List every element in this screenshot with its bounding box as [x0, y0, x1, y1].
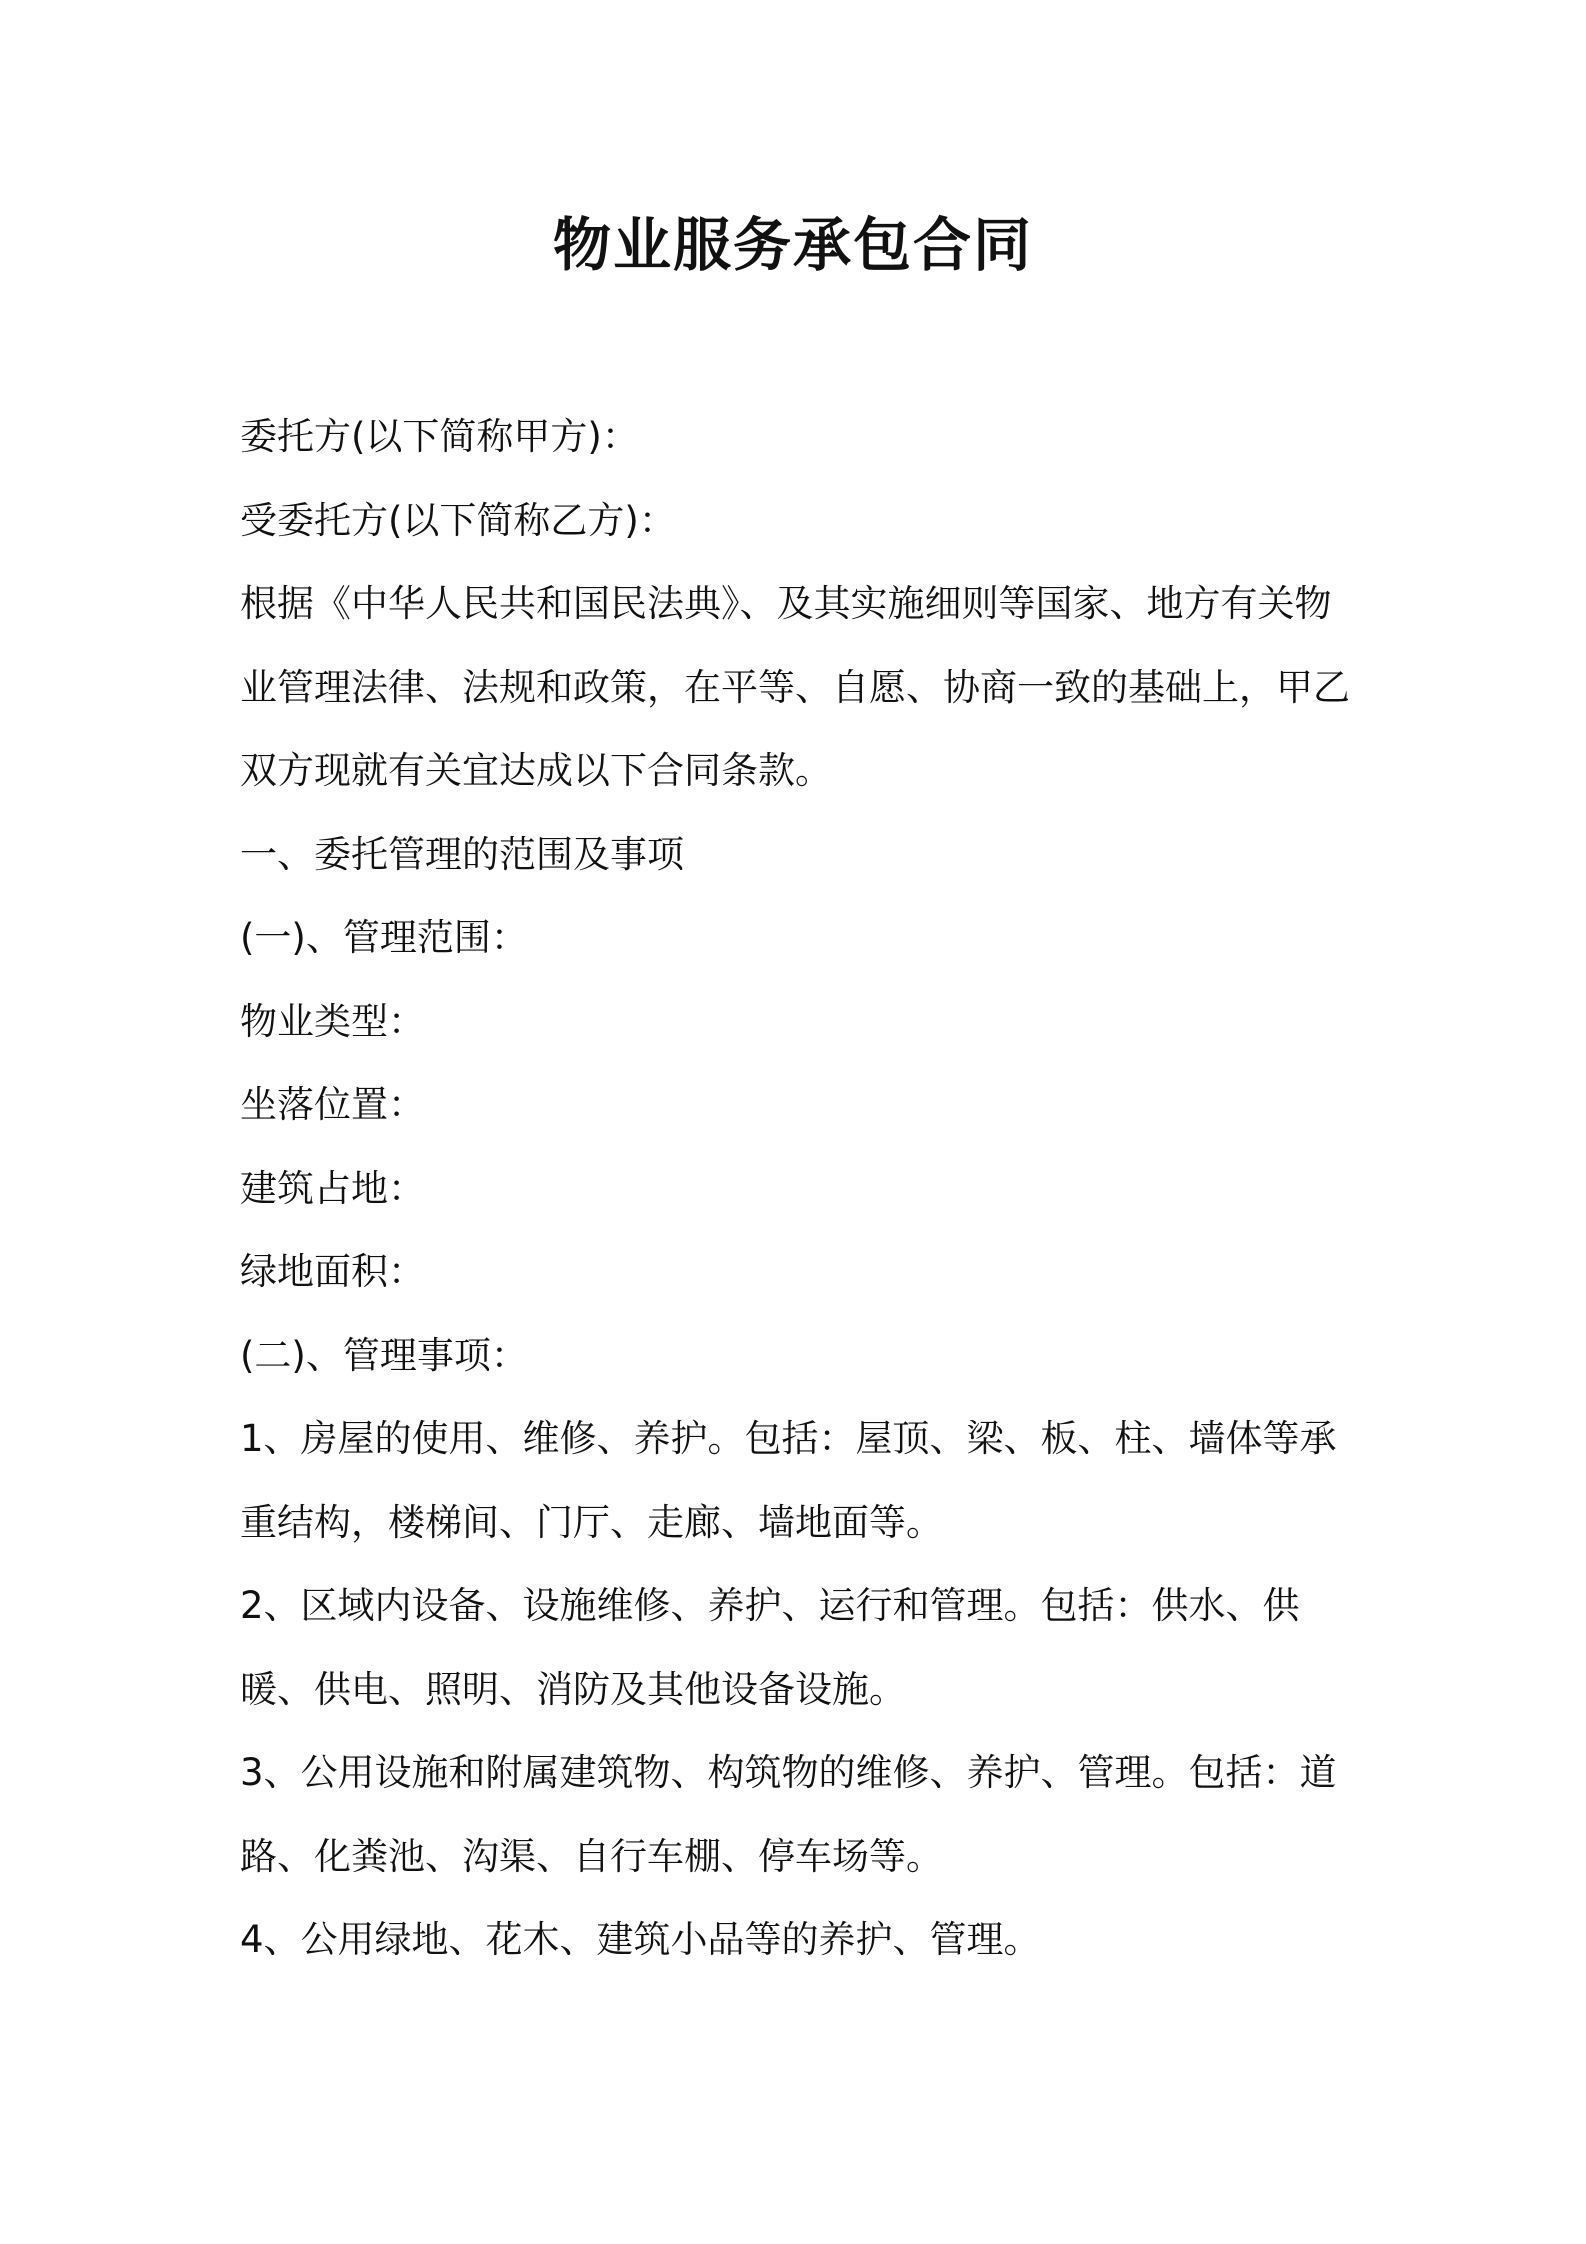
- matter-item-3: 3、公用设施和附属建筑物、构筑物的维修、养护、管理。包括：道路、化粪池、沟渠、自行车棚、停车场等。: [240, 1751, 1337, 1878]
- subsection-heading-matters: (二)、管理事项：: [240, 1333, 528, 1377]
- party-a-line: 委托方(以下简称甲方)：: [240, 415, 639, 458]
- document-body: [240, 395, 1360, 1982]
- subsection-heading-scope: (一)、管理范围：: [240, 916, 528, 959]
- party-b-line: 受委托方(以下简称乙方)：: [240, 498, 676, 542]
- green-area-field: 绿地面积：: [240, 1250, 425, 1293]
- matter-item-1: 1、房屋的使用、维修、养护。包括：屋顶、梁、板、柱、墙体等承重结构，楼梯间、门厅、走廊、墙地面等。: [240, 1417, 1337, 1544]
- property-type-field: 物业类型：: [240, 999, 425, 1043]
- matter-item-4: 4、公用绿地、花木、建筑小品等的养护、管理。: [240, 1918, 1041, 1961]
- document-title: 物业服务承包合同: [552, 211, 1033, 279]
- building-area-field: 建筑占地：: [240, 1166, 425, 1210]
- location-field: 坐落位置：: [240, 1083, 425, 1126]
- section-heading-1: 一、委托管理的范围及事项: [240, 832, 684, 876]
- matter-item-2: 2、区域内设备、设施维修、养护、运行和管理。包括：供水、供暖、供电、照明、消防及其他设备设施。: [240, 1584, 1300, 1711]
- preamble-paragraph: 根据《中华人民共和国民法典》、及其实施细则等国家、地方有关物业管理法律、法规和政策，在平等、自愿、协商一致的基础上，甲乙双方现就有关宜达成以下合同条款。: [240, 582, 1350, 792]
